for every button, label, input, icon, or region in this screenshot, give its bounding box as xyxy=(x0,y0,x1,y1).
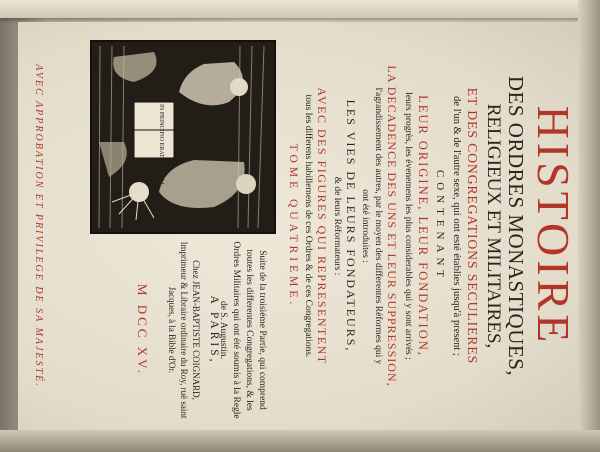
publisher-imprint: Chez JEAN-BAPTISTE COIGNARD, Imprimeur & Libraire ordinaire du Roy, ruë saint Jacques, à la Bible d'Or. xyxy=(167,241,201,419)
subtitle-religious: RELIGIEUX ET MILITAIRES, xyxy=(483,103,504,349)
suite-description: Suite de la troisiéme Partie, qui comprend toutes les differentes Congregations, & les Ordres Militaires qui ont été soumis à la Regle de S. Augustin. xyxy=(218,241,267,419)
woodcut-book-text: IN PRINCIPIO ERAT VERBUM xyxy=(158,104,164,185)
rotated-title-page xyxy=(20,26,580,426)
table-surface xyxy=(0,430,600,452)
line-habillemens: tous les differens habillemens de ces Ordres & de ces Congregations. xyxy=(303,94,313,358)
line-reformateurs: & de leurs Réformateurs : xyxy=(332,176,342,276)
line-vies: LES VIES DE LEURS FONDATEURS, xyxy=(344,99,358,353)
woodcut-illustration xyxy=(90,40,276,234)
title-page xyxy=(20,26,580,426)
subtitle-orders: DES ORDRES MONASTIQUES, xyxy=(504,75,528,377)
line-progres: leurs progrès, les évenemens les plus considerables qui y sont arrivés ; xyxy=(403,92,413,360)
line-decadence: LA DECADENCE DES UNS ET LEUR SUPPRESSION, xyxy=(385,65,399,387)
book-title: HISTOIRE xyxy=(528,105,579,347)
contenant-label: CONTENANT xyxy=(434,169,446,283)
privilege-line: AVEC APPROBATION ET PRIVILEGE DE SA MAJESTÉ. xyxy=(33,64,44,388)
line-introduites: ont été introduites : xyxy=(360,189,370,263)
line-sex: de l'un & de l'autre sexe, qui ont esté établies jusqu'à present ; xyxy=(451,96,462,356)
page-edge-right xyxy=(578,0,600,452)
facing-page-edge xyxy=(0,0,600,18)
woodcut-image xyxy=(92,42,274,232)
subtitle-congregations: ET DES CONGREGATIONS SECULIERES xyxy=(465,87,480,365)
place-of-publication: A PARIS, xyxy=(208,295,220,365)
tome-label: TOME QUATRIEME. xyxy=(287,143,299,309)
line-figures: AVEC DES FIGURES QUI REPRESENTENT xyxy=(315,87,329,365)
line-agrandissement: l'agrandissement des autres, par le moyen des differentes Réformes qui y xyxy=(373,87,383,365)
line-origine: LEUR ORIGINE, LEUR FONDATION, xyxy=(416,95,430,357)
publication-date: M DCC XV. xyxy=(135,283,150,377)
